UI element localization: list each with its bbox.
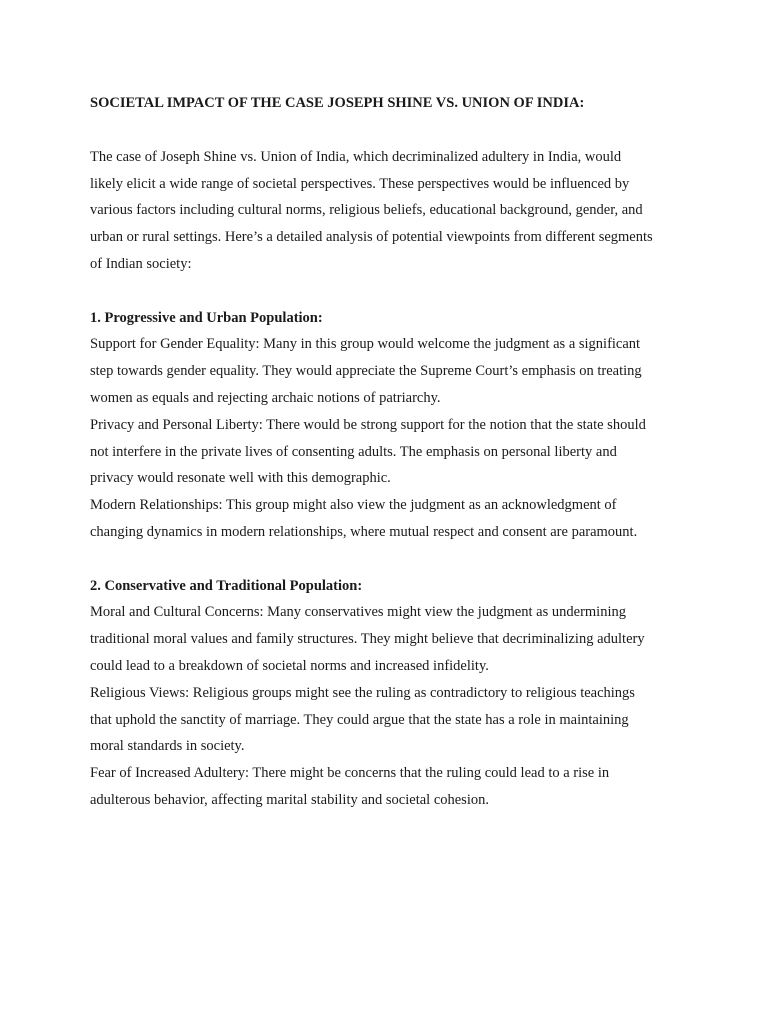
body-line: changing dynamics in modern relationships, where mutual respect and consent are paramount.: [90, 523, 638, 540]
intro-line: urban or rural settings. Here’s a detailed analysis of potential viewpoints from different segments: [90, 229, 653, 246]
body-line: step towards gender equality. They would appreciate the Supreme Court’s emphasis on treating: [90, 363, 642, 380]
intro-line: of Indian society:: [90, 255, 192, 272]
body-line: women as equals and rejecting archaic notions of patriarchy.: [90, 389, 441, 406]
body-line: that uphold the sanctity of marriage. They could argue that the state has a role in maintaining: [90, 711, 629, 728]
body-line: could lead to a breakdown of societal norms and increased infidelity.: [90, 657, 489, 674]
spacer: [90, 117, 690, 144]
section-body-progressive: [90, 331, 690, 545]
intro-line: various factors including cultural norms, religious beliefs, educational background, gender, and: [90, 202, 643, 219]
body-line: Support for Gender Equality: Many in this group would welcome the judgment as a significant: [90, 336, 641, 353]
document-page: [90, 90, 690, 814]
body-line: moral standards in society.: [90, 738, 245, 755]
spacer: [90, 278, 690, 305]
body-line: Privacy and Personal Liberty: There would be strong support for the notion that the state should: [90, 416, 646, 433]
spacer: [90, 546, 690, 573]
body-line: privacy would resonate well with this demographic.: [90, 470, 391, 487]
section-heading-progressive: 1. Progressive and Urban Population:: [90, 309, 323, 326]
body-line: Fear of Increased Adultery: There might be concerns that the ruling could lead to a rise in: [90, 765, 610, 782]
intro-line: likely elicit a wide range of societal perspectives. These perspectives would be influenced by: [90, 175, 630, 192]
body-line: Modern Relationships: This group might also view the judgment as an acknowledgment of: [90, 497, 617, 514]
document-title: SOCIETAL IMPACT OF THE CASE JOSEPH SHINE VS. UNION OF INDIA:: [90, 95, 585, 111]
body-line: traditional moral values and family structures. They might believe that decriminalizing adultery: [90, 631, 645, 648]
intro-paragraph: [90, 144, 690, 278]
body-line: Moral and Cultural Concerns: Many conservatives might view the judgment as undermining: [90, 604, 626, 621]
body-line: Religious Views: Religious groups might see the ruling as contradictory to religious teachings: [90, 684, 635, 701]
body-line: adulterous behavior, affecting marital stability and societal cohesion.: [90, 791, 489, 808]
intro-line: The case of Joseph Shine vs. Union of India, which decriminalized adultery in India, would: [90, 148, 622, 165]
section-heading-conservative: 2. Conservative and Traditional Population:: [90, 577, 363, 594]
section-body-conservative: [90, 599, 690, 813]
body-line: not interfere in the private lives of consenting adults. The emphasis on personal liberty and: [90, 443, 617, 460]
